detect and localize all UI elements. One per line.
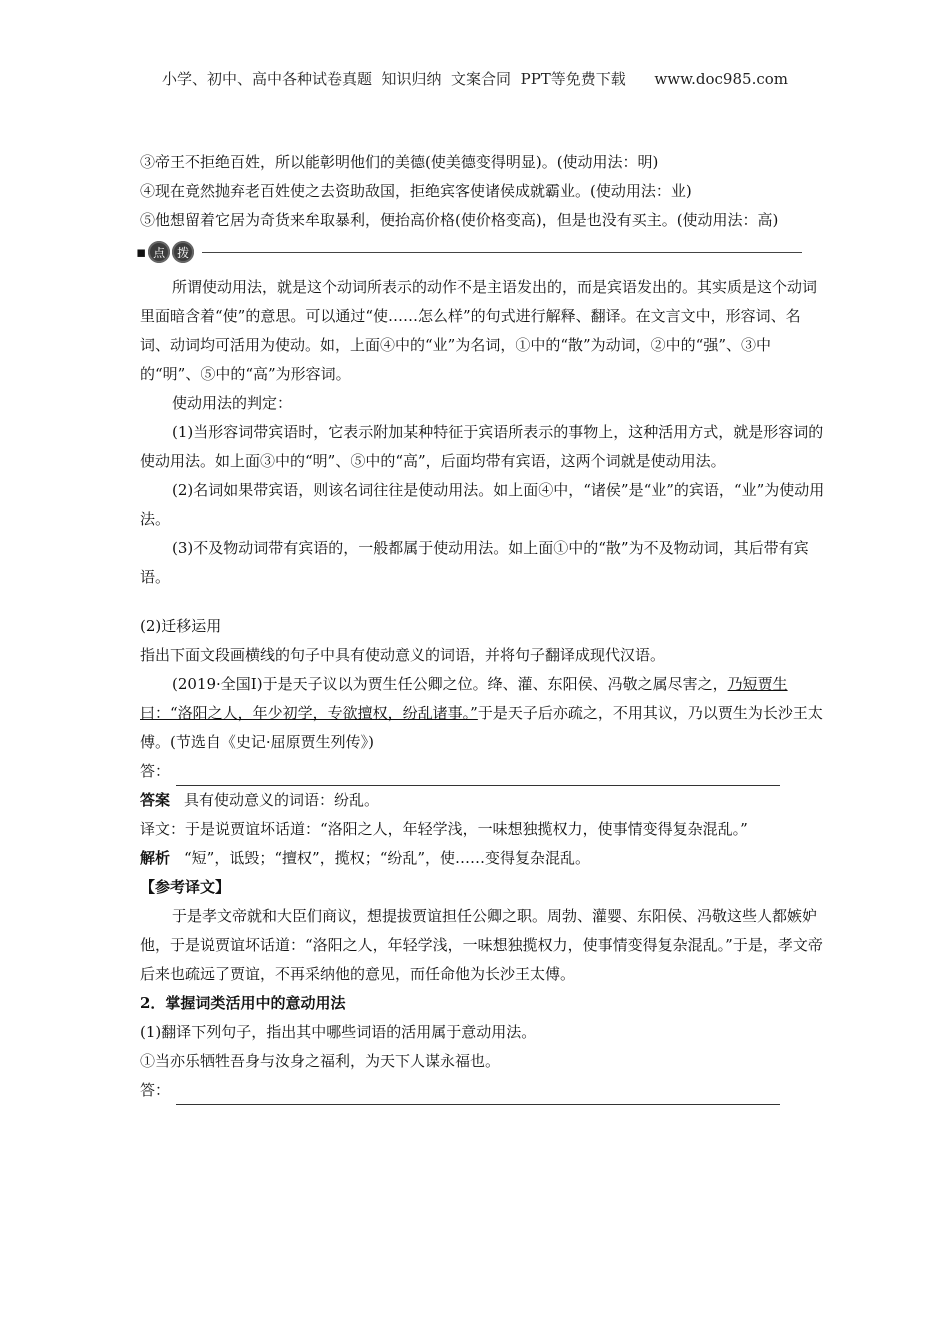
answer-translation: 译文：于是说贾谊坏话道：“洛阳之人，年轻学浅，一味想独揽权力，使事情变得复杂混乱。” — [140, 820, 748, 838]
passage — [140, 670, 825, 757]
tip-divider — [136, 237, 825, 267]
section2-heading: 2．掌握词类活用中的意动用法 — [140, 994, 346, 1012]
item-5: ⑤他想留着它居为奇货来牟取暴利，便抬高价格(使价格变高)，但是也没有买主。(使动用法：高) — [140, 211, 779, 229]
answer-row — [140, 757, 825, 786]
transfer-instruction: 指出下面文段画横线的句子中具有使动意义的词语，并将句子翻译成现代汉语。 — [140, 646, 666, 664]
section2-item-1: ①当亦乐牺牲吾身与汝身之福利，为天下人谋永福也。 — [140, 1052, 501, 1070]
tip-paragraph-4: (2)名词如果带宾语，则该名词往往是使动用法。如上面④中，“诸侯”是“业”的宾语，“业”为使动用法。 — [140, 481, 825, 528]
tip-badge-2: 拨 — [172, 241, 194, 263]
transfer-heading: (2)迁移运用 — [140, 617, 222, 635]
tip-paragraph-2: 使动用法的判定： — [172, 394, 293, 412]
tip-paragraph-1: 所谓使动用法，就是这个动词所表示的动作不是主语发出的，而是宾语发出的。其实质是这个动词里面暗含着“使”的意思。可以通过“使……怎么样”的句式进行解释、翻译。在文言文中，形容词、名词、动词均可活用为使动。如，上面④中的“业”为名词，①中的“散”为动词，②中的“强”、③中的“明”、⑤中的“高”为形容词。 — [140, 278, 818, 383]
analysis-label: 解析 — [140, 849, 171, 867]
page-header: 小学、初中、高中各种试卷真题 知识归纳 文案合同 PPT等免费下载 www.doc985.com — [161, 70, 788, 88]
item-4: ④现在竟然抛弃老百姓使之去资助敌国，拒绝宾客使诸侯成就霸业。(使动用法：业) — [140, 182, 692, 200]
spacer — [140, 592, 825, 612]
section2-sub: (1)翻译下列句子，指出其中哪些词语的活用属于意动用法。 — [140, 1023, 537, 1041]
analysis-text: “短”，诋毁；“擅权”，揽权；“纷乱”，使……变得复杂混乱。 — [184, 849, 591, 867]
passage-after: 于是天子后亦疏之，不用其议，乃以贾生为长沙王太傅。(节选自《史记·屈原贾生列传》) — [140, 704, 823, 751]
page-content — [136, 148, 825, 1105]
tip-paragraph-3: (1)当形容词带宾语时，它表示附加某种特征于宾语所表示的事物上，这种活用方式，就是形容词的使动用法。如上面③中的“明”、⑤中的“高”，后面均带有宾语，这两个词就是使动用法。 — [140, 423, 824, 470]
answer-key — [140, 786, 825, 815]
item-3: ③帝王不拒绝百姓，所以能彰明他们的美德(使美德变得明显)。(使动用法：明) — [140, 153, 659, 171]
answer-blank-2[interactable] — [176, 1086, 780, 1105]
divider-line — [202, 252, 802, 253]
answer-label: 答案 — [140, 791, 171, 809]
answer-prompt-2: 答： — [140, 1081, 171, 1099]
tip-badge-1: 点 — [148, 241, 170, 263]
tip-dot-icon: ▪ — [136, 243, 147, 261]
answer-prompt: 答： — [140, 762, 171, 780]
answer-text: 具有使动意义的词语：纷乱。 — [184, 791, 380, 809]
analysis — [140, 844, 825, 873]
reference-text: 于是孝文帝就和大臣们商议，想提拔贾谊担任公卿之职。周勃、灌婴、东阳侯、冯敬这些人都嫉妒他，于是说贾谊坏话道：“洛阳之人，年轻学浅，一味想独揽权力，使事情变得复杂混乱。”于是，孝文帝后来也疏远了贾谊，不再采纳他的意见，而任命他为长沙王太傅。 — [140, 907, 823, 983]
tip-paragraph-5: (3)不及物动词带有宾语的，一般都属于使动用法。如上面①中的“散”为不及物动词，其后带有宾语。 — [140, 539, 809, 586]
reference-heading: 【参考译文】 — [140, 878, 231, 896]
answer-row-2 — [140, 1076, 825, 1105]
passage-underlined: 乃短贾生曰：“洛阳之人，年少初学，专欲擅权，纷乱诸事。” — [140, 675, 788, 722]
answer-blank[interactable] — [176, 767, 780, 786]
passage-before: (2019·全国Ⅰ)于是天子议以为贾生任公卿之位。绛、灌、东阳侯、冯敬之属尽害之， — [172, 675, 728, 693]
